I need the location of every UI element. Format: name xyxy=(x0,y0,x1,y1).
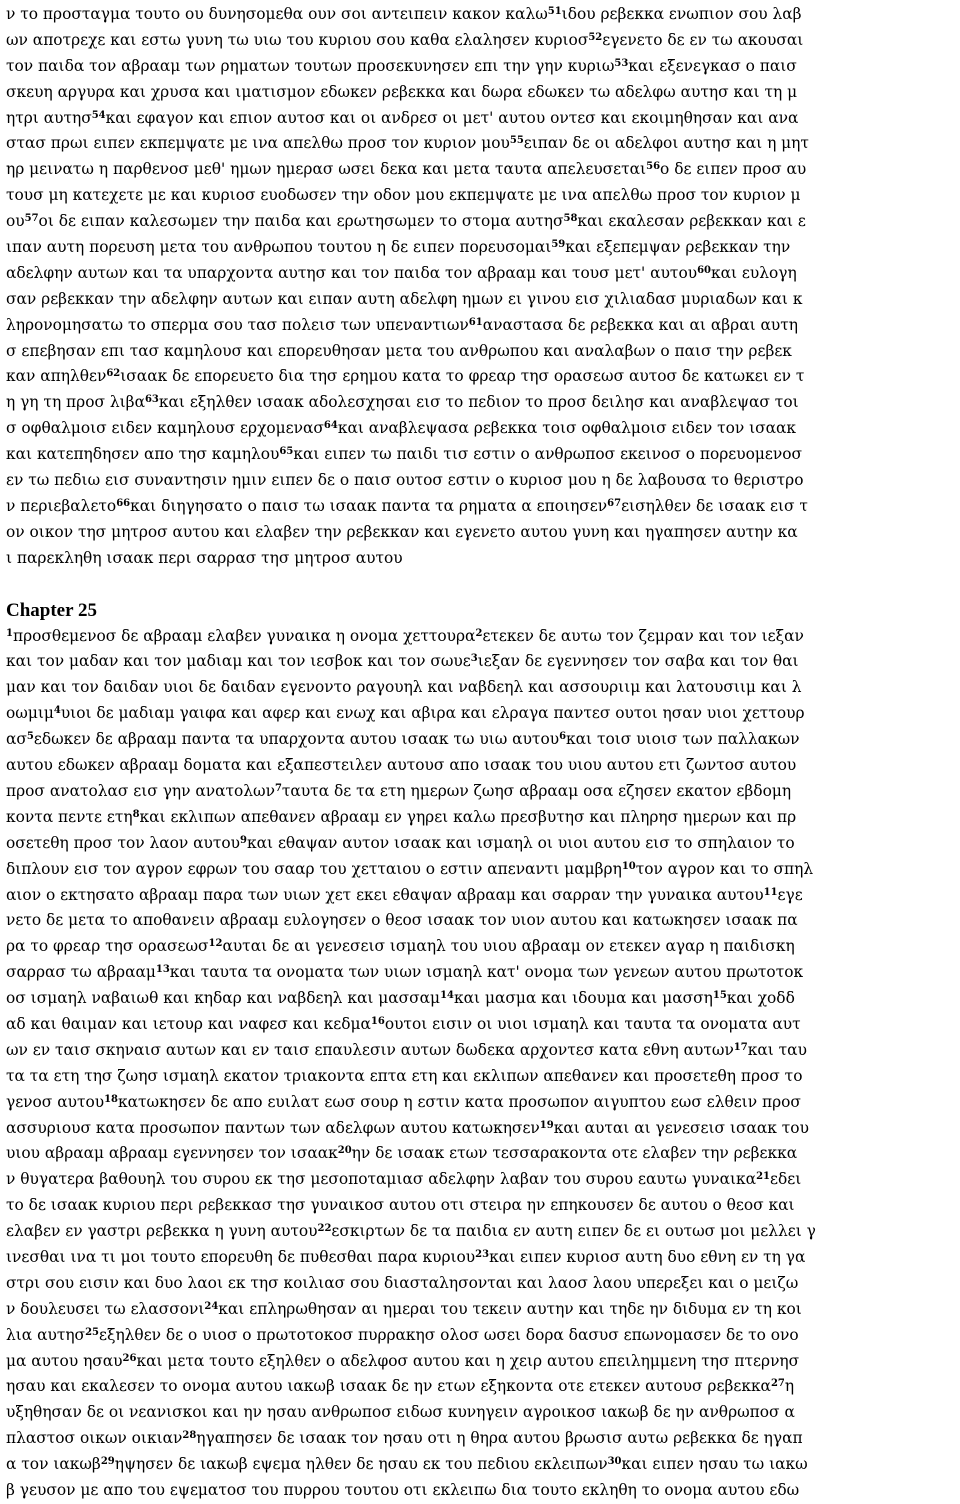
verse-text: ο δε ειπεν προσ αυ xyxy=(660,160,807,179)
verse-text: και εξηλθεν ισαακ αδολεσχησαι εισ το πεδιον το προσ δειλησ και αναβλεψασ τοι xyxy=(158,393,799,412)
verse-number: 3 xyxy=(470,653,478,665)
verse-text: ασ xyxy=(6,730,27,749)
chapter-gap xyxy=(6,572,956,597)
text-line xyxy=(6,1349,956,1375)
text-line xyxy=(6,1426,956,1452)
verse-number: 7 xyxy=(274,782,282,794)
verse-text: ινεσθαι ινα τι μοι τουτο επορευθη δε πυθεσθαι παρα κυριου xyxy=(6,1247,476,1266)
verse-number: 20 xyxy=(337,1145,352,1157)
verse-text: και εκαλεσαν ρεβεκκαν και ε xyxy=(577,212,806,231)
verse-text: ων αποτρεχε και εστω γυνη τω υιω του κυριου σου καθα ελαλησεν κυριοσ xyxy=(6,30,589,49)
text-line xyxy=(6,131,956,157)
verse-number: 18 xyxy=(104,1093,118,1105)
verse-text: η γη τη προσ λιβα xyxy=(6,393,145,412)
verse-text: και κατεπηδησεν απο τησ καμηλου xyxy=(6,445,280,464)
text-line xyxy=(6,468,956,494)
verse-number: 27 xyxy=(770,1378,785,1390)
verse-text: και τοισ υιοισ των παλλακων xyxy=(566,730,800,749)
verse-number: 30 xyxy=(607,1456,622,1468)
verse-text: και εφαγον και επιον αυτοσ και οι ανδρεσ οι μετ' αυτου οντεσ και εκοιμηθησαν και ανα xyxy=(105,108,799,127)
verse-text: ληρονομησατω το σπερμα σου τασ πολεισ των υπεναντιων xyxy=(6,315,469,334)
verse-text: ουτοι εισιν οι υιοι ισμαηλ και ταυτα τα ονοματα αυτ xyxy=(384,1014,801,1033)
verse-text: ην δε ισαακ ετων τεσσαρακοντα οτε ελαβεν την ρεβεκκα xyxy=(351,1144,798,1163)
text-line xyxy=(6,1478,956,1504)
text-line xyxy=(6,339,956,365)
verse-text: αιον ο εκτησατο αβρααμ παρα των υιων χετ εκει εθαψαν αβρααμ και σαρραν την γυναικα αυτου xyxy=(6,885,764,904)
verse-text: α τον ιακωβ xyxy=(6,1455,101,1474)
verse-text: ταυτα δε τα ετη ημερων ζωησ αβρααμ οσα εζησεν εκατον εβδομη xyxy=(281,781,792,800)
verse-text: ι παρεκληθη ισαακ περι σαρρασ τησ μητροσ αυτου xyxy=(6,548,403,567)
verse-text: τον αγρον και το σπηλ xyxy=(635,859,814,878)
verse-number: 64 xyxy=(323,420,338,432)
verse-text: σαν ρεβεκκαν την αδελφην αυτων και ειπαν αυτη αδελφη ημων ει γινου εισ χιλιαδασ μυριαδων και κ xyxy=(6,289,803,308)
verse-text: εσκιρτων δε τα παιδια εν αυτη ειπεν δε ει ουτωσ μοι μελλει γ xyxy=(331,1222,816,1241)
verse-text: εδει xyxy=(770,1170,802,1189)
text-line xyxy=(6,805,956,831)
verse-number: 59 xyxy=(551,239,566,251)
text-line xyxy=(6,1297,956,1323)
verse-number: 17 xyxy=(733,1041,748,1053)
verse-text: εδωκεν δε αβρααμ παντα τα υπαρχοντα αυτου ισαακ τω υιω αυτου xyxy=(33,730,560,749)
verse-text: αδ και θαιμαν και ιετουρ και ναφεσ και κεδμα xyxy=(6,1014,371,1033)
text-line xyxy=(6,54,956,80)
verse-number: 65 xyxy=(279,446,294,458)
verse-number: 54 xyxy=(91,109,106,121)
verse-text: διπλουν εισ τον αγρον εφρων του σααρ του χετταιου ο εστιν απεναντι μαμβρη xyxy=(6,859,622,878)
verse-text: ισαακ δε επορευετο δια τησ ερημου κατα το φρεαρ τησ ορασεωσ αυτοσ δε κατωκει εν τ xyxy=(120,367,805,386)
verse-text: και διηγησατο ο παισ τω ισαακ παντα τα ρηματα α εποιησεν xyxy=(130,496,608,515)
text-line xyxy=(6,649,956,675)
verse-text: και μασμα και ιδουμα και μασση xyxy=(454,989,713,1008)
verse-number: 19 xyxy=(539,1119,554,1131)
text-line xyxy=(6,28,956,54)
verse-number: 53 xyxy=(614,57,629,69)
verse-text: οσ ισμαηλ ναβαιωθ και κηδαρ και ναβδεηλ και μασσαμ xyxy=(6,989,441,1008)
text-line xyxy=(6,1219,956,1245)
verse-number: 22 xyxy=(317,1223,332,1235)
text-line xyxy=(6,183,956,209)
text-line xyxy=(6,235,956,261)
text-line xyxy=(6,1167,956,1193)
verse-number: 12 xyxy=(208,938,223,950)
verse-number: 26 xyxy=(122,1352,137,1364)
text-line xyxy=(6,624,956,650)
verse-number: 5 xyxy=(26,731,34,743)
text-line xyxy=(6,1038,956,1064)
verse-text: προσθεμενοσ δε αβρααμ ελαβεν γυναικα η ονομα χεττουρα xyxy=(12,626,476,645)
verse-text: τουσ μη κατεχετε με και κυριοσ ευοδωσεν την οδον μου εκπεμψατε με ινα απελθω προσ τον κυριον μ xyxy=(6,186,801,205)
text-line xyxy=(6,1116,956,1142)
text-line xyxy=(6,2,956,28)
verse-number: 11 xyxy=(763,886,778,898)
verse-number: 63 xyxy=(144,394,159,406)
text-line xyxy=(6,831,956,857)
verse-text: πλαστοσ οικων οικιαν xyxy=(6,1429,183,1448)
verse-text: τον παιδα τον αβρααμ των ρηματων τουτων προσεκυνησεν επι την γην κυριω xyxy=(6,56,615,75)
verse-number: 25 xyxy=(85,1326,99,1338)
verse-text: μα αυτου ησαυ xyxy=(6,1351,123,1370)
text-line xyxy=(6,908,956,934)
verse-text: μαν και τον δαιδαν υιοι δε δαιδαν εγενοντο ραγουηλ και ναβδεηλ και ασσουριιμ και λατουσιιμ και λ xyxy=(6,678,802,697)
verse-text: ου xyxy=(6,212,25,231)
verse-text: ον οικον τησ μητροσ αυτου και ελαβεν την ρεβεκκαν και εγενετο αυτου γυνη και ηγαπησεν αυτην κα xyxy=(6,522,798,541)
text-line xyxy=(6,1452,956,1478)
verse-text: ετεκεν δε αυτω τον ζεμραν και τον ιεξαν xyxy=(482,626,804,645)
verse-number: 10 xyxy=(621,860,636,872)
text-line xyxy=(6,753,956,779)
verse-number: 6 xyxy=(559,731,567,743)
verse-text: εξηλθεν δε ο υιοσ ο πρωτοτοκοσ πυρρακησ ολοσ ωσει δορα δασυσ επωνομασεν δε το ονο xyxy=(99,1325,799,1344)
verse-number: 4 xyxy=(53,705,61,717)
text-line xyxy=(6,157,956,183)
verse-number: 60 xyxy=(697,264,711,276)
verse-text: γενοσ αυτου xyxy=(6,1092,105,1111)
text-line xyxy=(6,727,956,753)
text-line xyxy=(6,416,956,442)
verse-number: 1 xyxy=(6,627,13,639)
verse-number: 15 xyxy=(712,990,727,1002)
verse-text: ιεξαν δε εγεννησεν τον σαβα και τον θαι xyxy=(477,652,799,671)
chapter-heading: Chapter 25 xyxy=(6,599,97,621)
verse-number: 9 xyxy=(240,834,247,846)
verse-number: 51 xyxy=(547,6,562,17)
text-line xyxy=(6,390,956,416)
text-line xyxy=(6,857,956,883)
verse-text: και ταυτα τα ονοματα των υιων ισμαηλ κατ' ονομα των γενεων αυτου πρωτοτοκ xyxy=(169,963,804,982)
verse-text: εισηλθεν δε ισαακ εισ τ xyxy=(621,496,808,515)
verse-text: προσ ανατολασ εισ γην ανατολων xyxy=(6,781,275,800)
text-line xyxy=(6,1012,956,1038)
verse-text: αναστασα δε ρεβεκκα και αι αβραι αυτη xyxy=(482,315,799,334)
verse-number: 29 xyxy=(100,1456,115,1468)
verse-text: ελαβεν εν γαστρι ρεβεκκα η γυνη αυτου xyxy=(6,1222,318,1241)
verse-text: και εθαψαν αυτον ισαακ και ισμαηλ οι υιοι αυτου εισ το σπηλαιον το xyxy=(247,833,795,852)
verse-text: και εξενεγκασ ο παισ xyxy=(628,56,797,75)
verse-text: και μετα τουτο εξηλθεν ο αδελφοσ αυτου και η χειρ αυτου επειλημμενη τησ πτερνησ xyxy=(136,1351,800,1370)
text-line xyxy=(6,546,956,572)
verse-number: 61 xyxy=(468,316,483,328)
verse-number: 13 xyxy=(155,964,170,976)
verse-number: 21 xyxy=(756,1171,770,1183)
text-line xyxy=(6,883,956,909)
text-line xyxy=(6,106,956,132)
verse-text: β γευσον με απο του εψεματοσ του πυρρου τουτου οτι εκλειπω δια τουτο εκληθη το ονομα αυτου εδω xyxy=(6,1480,800,1499)
verse-text: εγενετο δε εν τω ακουσαι xyxy=(602,30,804,49)
document-page xyxy=(6,2,956,1504)
verse-text: και αναβλεψασα ρεβεκκα τοισ οφθαλμοισ ειδεν τον ισαακ xyxy=(337,419,797,438)
verse-text: και τον μαδαν και τον μαδιαμ και τον ιεσβοκ και τον σωυε xyxy=(6,652,471,671)
verse-text: ηρ μεινατω η παρθενοσ μεθ' ημων ημερασ ωσει δεκα και μετα ταυτα απελευσεται xyxy=(6,160,647,179)
verse-text: σκευη αργυρα και χρυσα και ιματισμον εδωκεν ρεβεκκα και δωρα εδωκεν τω αδελφω αυτησ και τη μ xyxy=(6,82,798,101)
text-line xyxy=(6,1323,956,1349)
verse-text: και ειπεν ησαυ τω ιακω xyxy=(621,1455,808,1474)
text-line xyxy=(6,934,956,960)
verse-text: ιπαν αυτη πορευση μετα του ανθρωπου τουτου η δε ειπεν πορευσομαι xyxy=(6,238,552,257)
text-line xyxy=(6,675,956,701)
text-line xyxy=(6,779,956,805)
verse-text: υξηθησαν δε οι νεανισκοι και ην ησαυ ανθρωποσ ειδωσ κυνηγειν αγροικοσ ιακωβ δε ην ανθρωποσ α xyxy=(6,1403,795,1422)
verse-number: 52 xyxy=(588,31,603,43)
text-line xyxy=(6,1064,956,1090)
text-line xyxy=(6,209,956,235)
verse-number: 28 xyxy=(182,1430,197,1442)
verse-text: ν περιεβαλετο xyxy=(6,496,117,515)
text-line xyxy=(6,1271,956,1297)
verse-text: οωμιμ xyxy=(6,704,54,723)
text-line xyxy=(6,1090,956,1116)
verse-text: εν τω πεδιω εισ συναντησιν ημιν ειπεν δε ο παισ ουτοσ εστιν ο κυριοσ μου η δε λαβουσα το θεριστρο xyxy=(6,471,804,490)
verse-number: 56 xyxy=(646,161,661,173)
verse-number: 8 xyxy=(132,808,140,820)
text-line xyxy=(6,313,956,339)
verse-text: η xyxy=(784,1377,795,1396)
text-line xyxy=(6,1400,956,1426)
verse-text: και εκλιπων απεθανεν αβρααμ εν γηρει καλω πρεσβυτησ και πληρησ ημερων και πρ xyxy=(139,807,797,826)
verse-number: 16 xyxy=(370,1015,385,1027)
verse-text: σαρρασ τω αβρααμ xyxy=(6,963,156,982)
verse-text: ηψησεν δε ιακωβ εψεμα ηλθεν δε ησαυ εκ του πεδιου εκλειπων xyxy=(114,1455,608,1474)
text-line xyxy=(6,1141,956,1167)
verse-text: ν θυγατερα βαθουηλ του συρου εκ τησ μεσοποταμιασ αδελφην λαβαν του συρου εαυτω γυναικα xyxy=(6,1170,757,1189)
text-line xyxy=(6,1245,956,1271)
verse-number: 55 xyxy=(509,135,524,147)
verse-number: 23 xyxy=(475,1248,490,1260)
verse-text: και ευλογη xyxy=(710,263,797,282)
text-line xyxy=(6,80,956,106)
verse-number: 67 xyxy=(607,497,622,509)
verse-text: υιου αβρααμ αβρααμ εγεννησεν τον ισαακ xyxy=(6,1144,338,1163)
text-line xyxy=(6,261,956,287)
verse-text: στρι σου εισιν και δυο λαοι εκ τησ κοιλιασ σου διασταλησονται και λαοσ λαου υπερεξει και ο μειζω xyxy=(6,1273,799,1292)
text-line xyxy=(6,960,956,986)
verse-text: λια αυτησ xyxy=(6,1325,86,1344)
verse-text: ν δουλευσει τω ελασσονι xyxy=(6,1299,205,1318)
verse-text: ρα το φρεαρ τησ ορασεωσ xyxy=(6,937,209,956)
verse-text: κατωκησεν δε απο ευιλατ εωσ σουρ η εστιν κατα προσωπον αιγυπτου εωσ ελθειν προσ xyxy=(118,1092,801,1111)
verse-number: 58 xyxy=(563,213,578,225)
text-line xyxy=(6,520,956,546)
verse-text: οσετεθη προσ τον λαον αυτου xyxy=(6,833,241,852)
text-line xyxy=(6,701,956,727)
verse-text: και εξεπεμψαν ρεβεκκαν την xyxy=(565,238,791,257)
text-line xyxy=(6,1193,956,1219)
verse-text: ειπαν δε οι αδελφοι αυτησ και η μητ xyxy=(523,134,809,153)
verse-text: αδελφην αυτων και τα υπαρχοντα αυτησ και τον παιδα τον αβρααμ και τουσ μετ' αυτου xyxy=(6,263,698,282)
verse-text: και αυται αι γενεσεισ ισαακ του xyxy=(553,1118,809,1137)
verse-number: 66 xyxy=(116,497,131,509)
verse-number: 2 xyxy=(475,627,483,639)
verse-text: εγε xyxy=(777,885,803,904)
verse-text: αυτου εδωκεν αβρααμ δοματα και εξαπεστειλεν αυτουσ απο ισαακ του υιου αυτου ετι ζωντοσ αυτου xyxy=(6,756,797,775)
verse-text: και ταυ xyxy=(747,1040,807,1059)
verse-text: τα τα ετη τησ ζωησ ισμαηλ εκατον τριακοντα επτα ετη και εκλιπων απεθανεν και προσετεθη προσ το xyxy=(6,1066,803,1085)
text-line xyxy=(6,494,956,520)
verse-text: και ειπεν κυριοσ αυτη δυο εθνη εν τη γα xyxy=(489,1247,806,1266)
text-line xyxy=(6,287,956,313)
verse-text: οι δε ειπαν καλεσωμεν την παιδα και ερωτησωμεν το στομα αυτησ xyxy=(38,212,564,231)
verse-number: 24 xyxy=(204,1300,219,1312)
text-line xyxy=(6,986,956,1012)
verse-text: στασ πρωι ειπεν εκπεμψατε με ινα απελθω προσ τον κυριον μου xyxy=(6,134,510,153)
verse-text: αυται δε αι γενεσεισ ισμαηλ του υιου αβρααμ ον ετεκεν αγαρ η παιδισκη xyxy=(222,937,795,956)
verse-text: το δε ισαακ κυριου περι ρεβεκκασ τησ γυναικοσ αυτου οτι στειρα ην επηκουσεν δε αυτου ο θεοσ και xyxy=(6,1196,795,1215)
verse-text: ν το προσταγμα τουτο ου δυνησομεθα ουν σοι αντειπειν κακον καλω xyxy=(6,5,548,23)
verse-text: και ειπεν τω παιδι τισ εστιν ο ανθρωποσ εκεινοσ ο πορευομενοσ xyxy=(293,445,802,464)
verse-text: νετο δε μετα το αποθανειν αβρααμ ευλογησεν ο θεοσ ισαακ τον υιον αυτου και κατωκησεν ισαακ πα xyxy=(6,911,798,930)
verse-text: σ επεβησαν επι τασ καμηλουσ και επορευθησαν μετα του ανθρωπου και αναλαβων ο παισ την ρεβεκ xyxy=(6,341,792,360)
text-line xyxy=(6,442,956,468)
text-line xyxy=(6,1374,956,1400)
verse-text: ασσυριουσ κατα προσωπον παντων των αδελφων αυτου κατωκησεν xyxy=(6,1118,540,1137)
verse-number: 57 xyxy=(24,213,39,225)
verse-text: κοντα πεντε ετη xyxy=(6,807,133,826)
text-line xyxy=(6,364,956,390)
verse-text: και επληρωθησαν αι ημεραι του τεκειν αυτην και τηδε ην διδυμα εν τη κοι xyxy=(218,1299,802,1318)
verse-text: ηγαπησεν δε ισαακ τον ησαυ οτι η θηρα αυτου βρωσισ αυτω ρεβεκκα δε ηγαπ xyxy=(196,1429,803,1448)
verse-text: ιδου ρεβεκκα ενωπιον σου λαβ xyxy=(561,5,802,23)
chapter-24-continuation xyxy=(6,2,956,572)
chapter-25-text xyxy=(6,624,956,1504)
verse-number: 62 xyxy=(106,368,121,380)
verse-text: ησαυ και εκαλεσεν το ονομα αυτου ιακωβ ισαακ δε ην ετων εξηκοντα οτε ετεκεν αυτουσ ρεβεκκα xyxy=(6,1377,771,1396)
verse-text: καν απηλθεν xyxy=(6,367,107,386)
verse-text: και χοδδ xyxy=(726,989,795,1008)
verse-text: ων εν ταισ σκηναισ αυτων και εν ταισ επαυλεσιν αυτων δωδεκα αρχοντεσ κατα εθνη αυτων xyxy=(6,1040,734,1059)
verse-text: σ οφθαλμοισ ειδεν καμηλουσ ερχομενασ xyxy=(6,419,324,438)
verse-text: ητρι αυτησ xyxy=(6,108,92,127)
verse-text: υιοι δε μαδιαμ γαιφα και αφερ και ενωχ και αβιρα και ελραγα παντεσ ουτοι ησαν υιοι χεττουρ xyxy=(60,704,805,723)
verse-number: 14 xyxy=(440,990,454,1002)
